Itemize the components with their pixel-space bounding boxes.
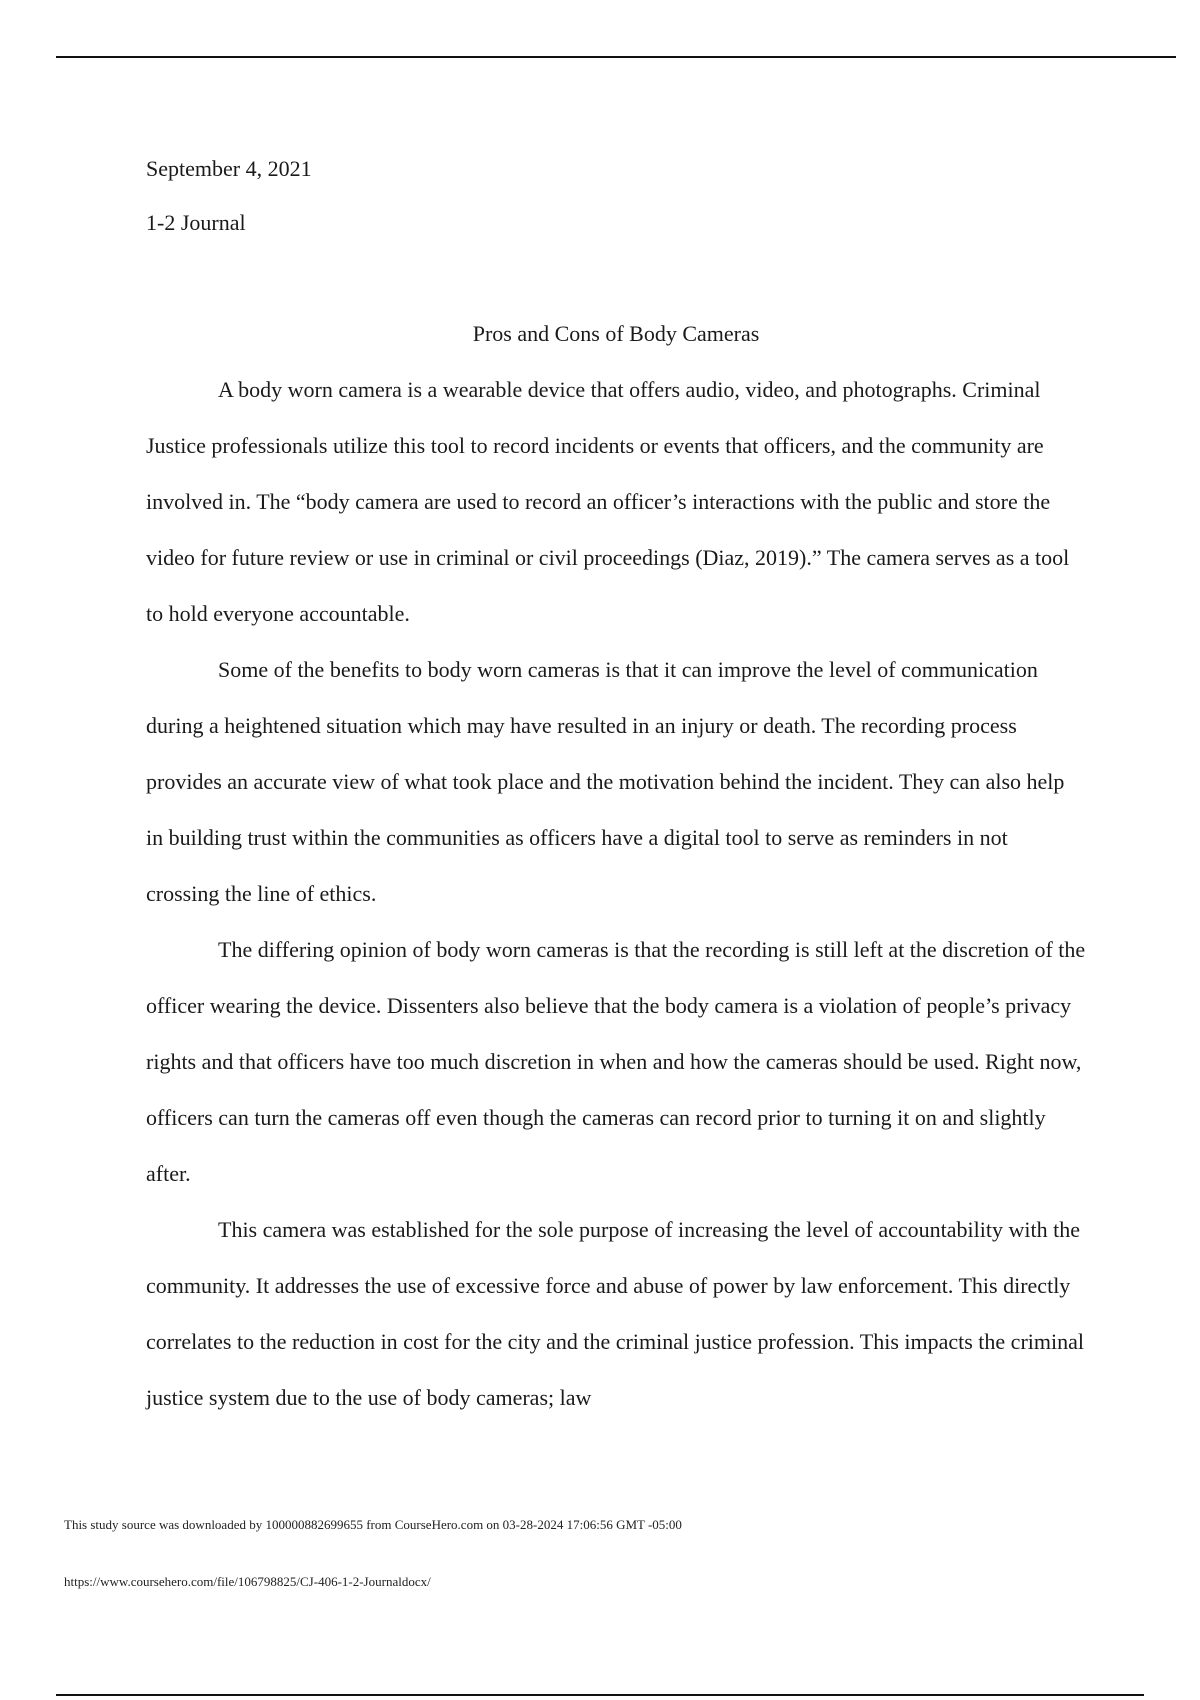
document-body	[146, 142, 1086, 1426]
top-rule	[56, 56, 1176, 58]
document-date: September 4, 2021	[146, 156, 312, 181]
paragraph-purpose: This camera was established for the sole purpose of increasing the level of accountability with the community. It addresses the use of excessive force and abuse of power by law enforcement. This directly correlates to the reduction in cost for the city and the criminal justice profession. This impacts the criminal justice system due to the use of body cameras; law	[146, 1217, 1084, 1410]
paragraph-benefits: Some of the benefits to body worn cameras is that it can improve the level of communication during a heightened situation which may have resulted in an injury or death. The recording process provides an accurate view of what took place and the motivation behind the incident. They can also help in building trust within the communities as officers have a digital tool to serve as reminders in not crossing the line of ethics.	[146, 657, 1065, 906]
document-title: Pros and Cons of Body Cameras	[472, 321, 760, 346]
bottom-rule	[56, 1694, 1144, 1696]
source-url[interactable]: https://www.coursehero.com/file/106798825/CJ-406-1-2-Journaldocx/	[64, 1574, 431, 1589]
paragraph-concerns: The differing opinion of body worn cameras is that the recording is still left at the discretion of the officer wearing the device. Dissenters also believe that the body camera is a violation of people’s privacy rights and that officers have too much discretion in when and how the cameras should be used. Right now, officers can turn the cameras off even though the cameras can record prior to turning it on and slightly after.	[146, 937, 1086, 1186]
download-source-note: This study source was downloaded by 100000882699655 from CourseHero.com on 03-28-2024 17:06:56 GMT -05:00	[64, 1517, 682, 1532]
assignment-label: 1-2 Journal	[146, 210, 246, 235]
paragraph-intro: A body worn camera is a wearable device that offers audio, video, and photographs. Criminal Justice professionals utilize this tool to record incidents or events that officers, and the community are involved in. The “body camera are used to record an officer’s interactions with the public and store the video for future review or use in criminal or civil proceedings (Diaz, 2019).” The camera serves as a tool to hold everyone accountable.	[146, 377, 1070, 626]
